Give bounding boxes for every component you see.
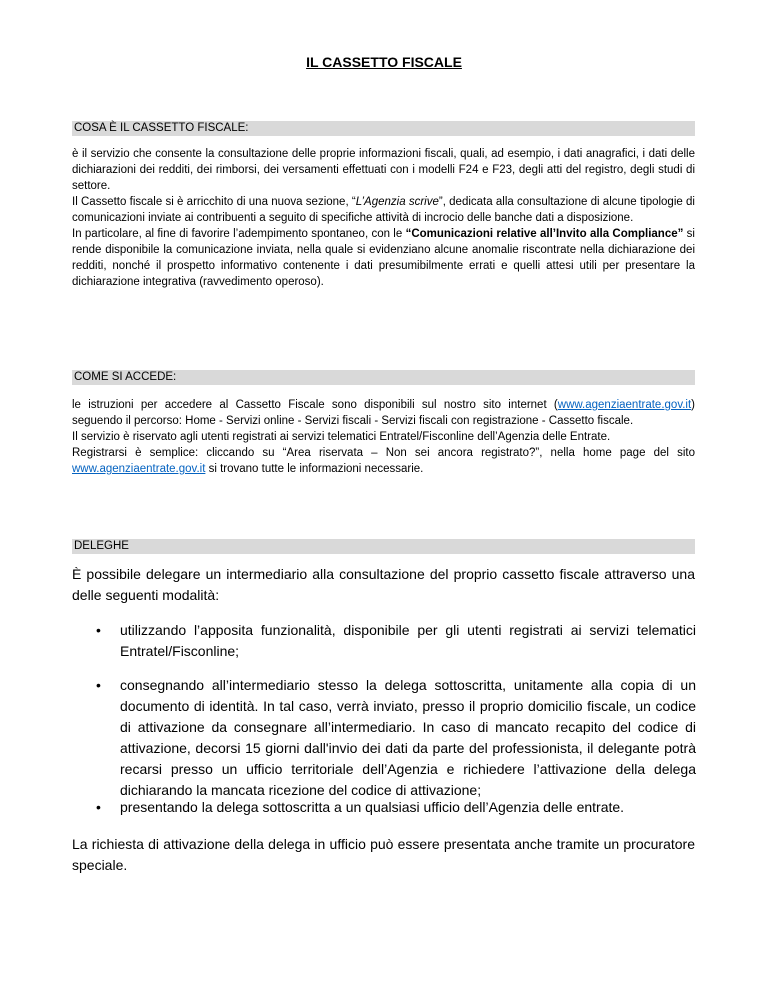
section-heading-deleghe: DELEGHE <box>72 539 695 554</box>
bullet-icon: • <box>96 799 101 815</box>
list-item: • utilizzando l’apposita funzionalità, disponibile per gli utenti registrati ai servizi telematici Entratel/Fisconline; <box>96 622 696 659</box>
paragraph: Il servizio è riservato agli utenti registrati ai servizi telematici Entratel/Fisconline dell’Agenzia delle Entrate. <box>72 431 611 443</box>
section-body-come-si-accede <box>72 397 695 477</box>
page-title: IL CASSETTO FISCALE <box>306 54 462 70</box>
paragraph: Registrarsi è semplice: cliccando su “Area riservata – Non sei ancora registrato?”, nella home page del sito www.agenziaentrate.gov.it si trovano tutte le informazioni necessarie. <box>72 447 695 475</box>
deleghe-intro: È possibile delegare un intermediario alla consultazione del proprio cassetto fiscale attraverso una delle seguenti modalità: <box>72 566 695 603</box>
list-item: • consegnando all’intermediario stesso la delega sottoscritta, unitamente alla copia di un documento di identità. In tal caso, verrà inviato, presso il proprio domicilio fiscale, un codice di attivazione da consegnare all’intermediario. In caso di mancato recapito del codice di attivazione, decorsi 15 giorni dall'invio dei dati da parte del professionista, il delegante potrà recarsi presso un ufficio territoriale dell’Agenzia e richiedere l’attivazione della delega dichiarando la mancata ricezione del codice di attivazione; <box>96 677 696 798</box>
paragraph: In particolare, al fine di favorire l’adempimento spontaneo, con le “Comunicazioni relative all’Invito alla Compliance” si rende disponibile la comunicazione inviata, nella quale si evidenziano alcune anomalie riscontrate nella dichiarazione dei redditi, nonché il prospetto informativo contenente i dati presumibilmente errati e quelli attesi utili per presentare la dichiarazione integrativa (ravvedimento operoso). <box>72 228 695 288</box>
website-link[interactable]: www.agenziaentrate.gov.it <box>72 463 206 475</box>
bullet-icon: • <box>96 677 101 693</box>
list-item: • presentando la delega sottoscritta a un qualsiasi ufficio dell’Agenzia delle entrate. <box>96 797 696 818</box>
section-heading-come-si-accede: COME SI ACCEDE: <box>72 370 695 385</box>
website-link[interactable]: www.agenziaentrate.gov.it <box>557 399 692 411</box>
bold-text: “Comunicazioni relative all’Invito alla Compliance” <box>405 228 684 240</box>
section-heading-cosa-e: COSA È IL CASSETTO FISCALE: <box>72 121 695 136</box>
paragraph: le istruzioni per accedere al Cassetto Fiscale sono disponibili sul nostro sito internet (www.agenziaentrate.gov.it) seguendo il percorso: Home - Servizi online - Servizi fiscali - Servizi fiscali con registrazione - Cassetto fiscale. <box>72 399 695 427</box>
paragraph: Il Cassetto fiscale si è arricchito di una nuova sezione, “L’Agenzia scrive”, dedicata alla consultazione di alcune tipologie di comunicazioni inviate ai contribuenti a seguito di specifiche attività di incrocio delle banche dati a disposizione. <box>72 196 695 224</box>
bullet-icon: • <box>96 622 101 638</box>
section-body-cosa-e <box>72 146 695 290</box>
italic-text: L’Agenzia scrive <box>355 196 439 208</box>
deleghe-outro: La richiesta di attivazione della delega in ufficio può essere presentata anche tramite un procuratore speciale. <box>72 836 695 873</box>
paragraph: è il servizio che consente la consultazione delle proprie informazioni fiscali, quali, ad esempio, i dati anagrafici, i dati delle dichiarazioni dei redditi, dei rimborsi, dei versamenti effettuati con i modelli F24 e F23, degli atti del registro, degli studi di settore. <box>72 148 695 192</box>
